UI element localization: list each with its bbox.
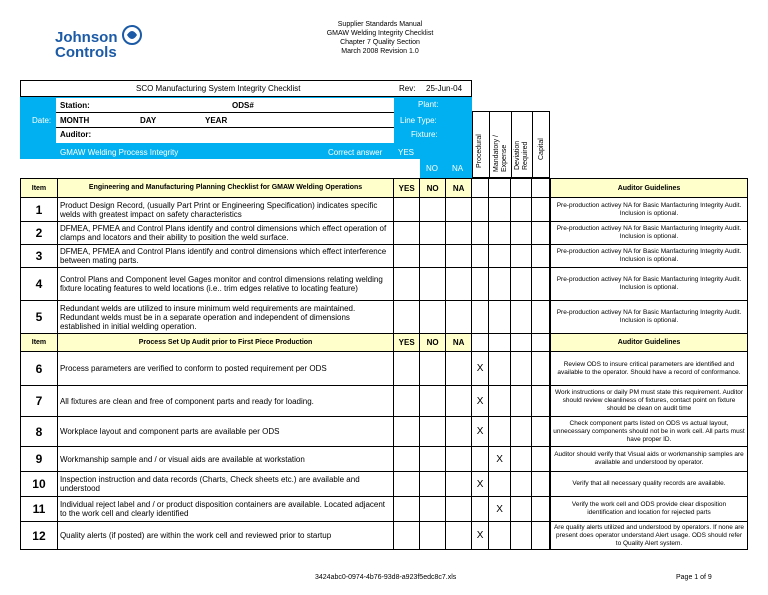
answer-no-cell[interactable] (420, 301, 446, 334)
guideline-row (551, 301, 748, 334)
doc-header-line1: Supplier Standards Manual (337, 21, 423, 28)
guidelines-header-row (551, 179, 748, 198)
answer-yes-cell[interactable] (394, 497, 420, 522)
category-mark (489, 352, 511, 386)
item-number: 3 (21, 245, 58, 268)
guidelines-header: Auditor Guidelines (551, 334, 748, 352)
correct-answer-na: NA (452, 164, 464, 173)
guideline-row (551, 268, 748, 301)
guideline-row (551, 497, 748, 522)
category-mark (489, 198, 511, 222)
answer-na-cell[interactable] (446, 352, 472, 386)
logo-line1: Johnson (55, 29, 118, 46)
correct-answer-yes: YES (398, 148, 415, 157)
item-description: Quality alerts (if posted) are within the work cell and reviewed prior to startup (57, 522, 393, 550)
item-description: Redundant welds are utilized to insure minimum weld requirements are maintained. Redundant welds must be in a separate operation and independent of dimensions established in initial welding operation. (57, 301, 393, 334)
item-description: Workmanship sample and / or visual aids are available at workstation (57, 447, 393, 472)
item-description: Process parameters are verified to conform to posted requirement per ODS (57, 352, 393, 386)
item-number: 2 (21, 222, 58, 245)
guidelines-table (550, 178, 748, 550)
item-description: DFMEA, PFMEA and Control Plans identify and control dimensions which effect operation of clamps and locators and their ability to position the weld surface. (57, 222, 393, 245)
answer-no-cell[interactable] (420, 245, 446, 268)
auditor-guideline: Pre-production activey NA for Basic Manfacturing Integrity Audit. Inclusion is optional. (551, 268, 748, 301)
category-mark (489, 245, 511, 268)
date-label: Date: (32, 116, 52, 125)
answer-na-cell[interactable] (446, 245, 472, 268)
category-mark (472, 245, 489, 268)
category-mark (511, 301, 532, 334)
auditor-guideline: Verify that all necessary quality records are available. (551, 472, 748, 497)
form-title-bar (20, 80, 472, 97)
category-mark: X (489, 447, 511, 472)
answer-yes-cell[interactable] (394, 198, 420, 222)
no-header: NO (420, 334, 446, 352)
vheader-deviation: Deviation Required (514, 140, 529, 170)
na-header: NA (446, 179, 472, 198)
na-header: NA (446, 334, 472, 352)
document-header (290, 20, 470, 56)
category-mark (511, 472, 532, 497)
checklist-row (21, 447, 550, 472)
answer-yes-cell[interactable] (394, 245, 420, 268)
category-mark (511, 522, 532, 550)
category-mark (489, 222, 511, 245)
doc-header-line3: Chapter 7 Quality Section (340, 39, 420, 46)
category-mark (531, 352, 549, 386)
rev-value: 25-Jun-04 (426, 84, 463, 93)
category-mark (472, 497, 489, 522)
ods-label: ODS# (232, 101, 254, 110)
yes-header: YES (394, 179, 420, 198)
vheader-capital: Capital (538, 138, 545, 160)
category-mark (531, 386, 549, 417)
auditor-guideline: Verify the work cell and ODS provide clear disposition identification and location for rejected parts (551, 497, 748, 522)
correct-answer-label: Correct answer (328, 148, 383, 157)
auditor-guideline: Review ODS to insure critical parameters are identified and available to the operator. Should have a record of conformance. (551, 352, 748, 386)
category-mark (531, 301, 549, 334)
answer-no-cell[interactable] (420, 472, 446, 497)
item-number: 10 (21, 472, 58, 497)
answer-yes-cell[interactable] (394, 386, 420, 417)
category-mark (472, 268, 489, 301)
item-number: 5 (21, 301, 58, 334)
category-header-cell (531, 179, 549, 198)
checklist-row (21, 245, 550, 268)
category-mark (511, 222, 532, 245)
logo-line2: Controls (55, 44, 117, 61)
section-header-row (21, 334, 550, 352)
answer-yes-cell[interactable] (394, 352, 420, 386)
item-description: All fixtures are clean and free of component parts and ready for loading. (57, 386, 393, 417)
section-title: Process Set Up Audit prior to First Piece Production (57, 334, 393, 352)
checklist-row (21, 522, 550, 550)
answer-na-cell[interactable] (446, 417, 472, 447)
category-mark (531, 497, 549, 522)
answer-na-cell[interactable] (446, 472, 472, 497)
section-header-row (21, 179, 550, 198)
category-mark (531, 472, 549, 497)
item-description: Workplace layout and component parts are available per ODS (57, 417, 393, 447)
item-description: Inspection instruction and data records (Charts, Check sheets etc.) are available and understood (57, 472, 393, 497)
checklist-row (21, 497, 550, 522)
form-title: SCO Manufacturing System Integrity Checklist (136, 84, 301, 93)
guideline-row (551, 245, 748, 268)
category-mark (511, 268, 532, 301)
answer-yes-cell[interactable] (394, 417, 420, 447)
category-mark (531, 245, 549, 268)
checklist-row (21, 268, 550, 301)
footer-file: 3424abc0-0974-4b76-93d8-a923f5edc8c7.xls (315, 574, 457, 581)
vheader-divider-3 (532, 111, 533, 178)
category-mark: X (472, 386, 489, 417)
auditor-guideline: Work instructions or daily PM must state this requirement. Auditor should review cleanliness of fixtures, contact point on fixture should be clean on audit time (551, 386, 748, 417)
auditor-guideline: Are quality alerts utilized and understood by operators. If none are present does operator understand Alert usage. ODS should refer to Quality Alert system. (551, 522, 748, 550)
category-mark (489, 301, 511, 334)
category-header-cell (511, 179, 532, 198)
logo-mark-icon (121, 24, 143, 46)
section-title: Engineering and Manufacturing Planning Checklist for GMAW Welding Operations (57, 179, 393, 198)
category-mark (511, 352, 532, 386)
category-mark (531, 222, 549, 245)
item-number: 12 (21, 522, 58, 550)
checklist-row (21, 417, 550, 447)
category-mark (531, 198, 549, 222)
checklist-row (21, 386, 550, 417)
item-header: Item (21, 179, 58, 198)
answer-na-cell[interactable] (446, 497, 472, 522)
guideline-row (551, 447, 748, 472)
category-mark (511, 417, 532, 447)
yes-header: YES (394, 334, 420, 352)
category-mark (489, 417, 511, 447)
auditor-guideline: Pre-production activey NA for Basic Manfacturing Integrity Audit. Inclusion is optional. (551, 301, 748, 334)
category-header-cell (472, 179, 489, 198)
station-row-border (56, 112, 394, 113)
company-logo (55, 30, 145, 60)
category-header-cell (511, 334, 532, 352)
item-description: DFMEA, PFMEA and Control Plans identify and control dimensions which effect interference between mating parts. (57, 245, 393, 268)
answer-no-cell[interactable] (420, 497, 446, 522)
year-label: YEAR (205, 116, 228, 125)
line-type-label: Line Type: (400, 116, 437, 125)
category-mark: X (472, 352, 489, 386)
answer-na-cell[interactable] (446, 447, 472, 472)
item-description: Individual reject label and / or product disposition containers are available. Located adjacent to the work cell and clearly identified (57, 497, 393, 522)
answer-na-cell[interactable] (446, 301, 472, 334)
guideline-row (551, 472, 748, 497)
guidelines-header: Auditor Guidelines (551, 179, 748, 198)
category-header-cell (489, 334, 511, 352)
category-mark (472, 198, 489, 222)
day-label: DAY (140, 116, 157, 125)
category-header-cell (489, 179, 511, 198)
item-number: 4 (21, 268, 58, 301)
auditor-guideline: Check component parts listed on ODS vs actual layout, unnecessary components should not be in work cell. All parts must have proper ID. (551, 417, 748, 447)
guideline-row (551, 352, 748, 386)
category-mark: X (489, 497, 511, 522)
answer-yes-cell[interactable] (394, 222, 420, 245)
category-mark: X (472, 522, 489, 550)
item-description: Product Design Record, (usually Part Print or Engineering Specification) indicates specific welds with greatest impact on safety characteristics (57, 198, 393, 222)
item-number: 8 (21, 417, 58, 447)
category-mark (472, 222, 489, 245)
item-description: Control Plans and Component level Gages monitor and control dimensions relating welding fixture locating features to weld locations (i.e.. trim edges relative to locating feature) (57, 268, 393, 301)
answer-no-cell[interactable] (420, 222, 446, 245)
checklist-row (21, 301, 550, 334)
fixture-label: Fixture: (411, 130, 438, 139)
category-mark (489, 386, 511, 417)
auditor-guideline: Auditor should verify that Visual aids or workmanship samples are available and understood by operator. (551, 447, 748, 472)
item-number: 6 (21, 352, 58, 386)
date-row-border (56, 127, 394, 128)
vheader-procedural: Procedural (476, 134, 483, 168)
category-mark: X (472, 472, 489, 497)
item-number: 1 (21, 198, 58, 222)
answer-yes-cell[interactable] (394, 268, 420, 301)
checklist-row (21, 352, 550, 386)
answer-no-cell[interactable] (420, 198, 446, 222)
category-header-cell (472, 334, 489, 352)
category-mark (531, 417, 549, 447)
answer-no-cell[interactable] (420, 386, 446, 417)
answer-na-cell[interactable] (446, 198, 472, 222)
answer-na-cell[interactable] (446, 386, 472, 417)
checklist-row (21, 198, 550, 222)
category-mark (489, 522, 511, 550)
guideline-row (551, 198, 748, 222)
guideline-row (551, 386, 748, 417)
answer-yes-cell[interactable] (394, 472, 420, 497)
footer-page: Page 1 of 9 (676, 574, 712, 581)
answer-yes-cell[interactable] (394, 522, 420, 550)
answer-na-cell[interactable] (446, 222, 472, 245)
category-mark (472, 301, 489, 334)
checklist-row (21, 222, 550, 245)
checklist-table (20, 178, 550, 550)
category-mark (489, 472, 511, 497)
month-label: MONTH (60, 116, 90, 125)
checklist-row (21, 472, 550, 497)
answer-yes-cell[interactable] (394, 447, 420, 472)
no-header: NO (420, 179, 446, 198)
guideline-row (551, 522, 748, 550)
category-mark: X (472, 417, 489, 447)
category-header-cell (531, 334, 549, 352)
auditor-label: Auditor: (60, 130, 92, 139)
item-header: Item (21, 334, 58, 352)
category-mark (511, 386, 532, 417)
category-mark (531, 268, 549, 301)
vheader-divider-1 (489, 111, 490, 178)
item-number: 11 (21, 497, 58, 522)
station-label: Station: (60, 101, 90, 110)
guideline-row (551, 417, 748, 447)
category-mark (489, 268, 511, 301)
vheader-mandatory: Mandatory / Expense (493, 135, 508, 172)
item-number: 7 (21, 386, 58, 417)
vheader-divider-2 (511, 111, 512, 178)
category-mark (511, 198, 532, 222)
category-mark (531, 447, 549, 472)
guideline-row (551, 222, 748, 245)
guidelines-header-row (551, 334, 748, 352)
auditor-guideline: Pre-production activey NA for Basic Manfacturing Integrity Audit. Inclusion is optional. (551, 245, 748, 268)
rev-label: Rev: (399, 84, 416, 93)
correct-answer-no: NO (426, 164, 438, 173)
answer-yes-cell[interactable] (394, 301, 420, 334)
answer-no-cell[interactable] (420, 268, 446, 301)
category-mark (472, 447, 489, 472)
category-mark (511, 447, 532, 472)
auditor-guideline: Pre-production activey NA for Basic Manfacturing Integrity Audit. Inclusion is optional. (551, 198, 748, 222)
answer-no-cell[interactable] (420, 447, 446, 472)
answer-na-cell[interactable] (446, 268, 472, 301)
item-number: 9 (21, 447, 58, 472)
answer-no-cell[interactable] (420, 522, 446, 550)
category-mark (511, 497, 532, 522)
process-label: GMAW Welding Process Integrity (60, 148, 179, 157)
plant-label: Plant: (418, 100, 439, 109)
doc-header-line4: March 2008 Revision 1.0 (341, 48, 419, 55)
answer-no-cell[interactable] (420, 352, 446, 386)
answer-no-cell[interactable] (420, 417, 446, 447)
answer-na-cell[interactable] (446, 522, 472, 550)
doc-header-line2: GMAW Welding Integrity Checklist (326, 30, 434, 37)
auditor-guideline: Pre-production activey NA for Basic Manfacturing Integrity Audit. Inclusion is optional. (551, 222, 748, 245)
category-mark (531, 522, 549, 550)
category-mark (511, 245, 532, 268)
